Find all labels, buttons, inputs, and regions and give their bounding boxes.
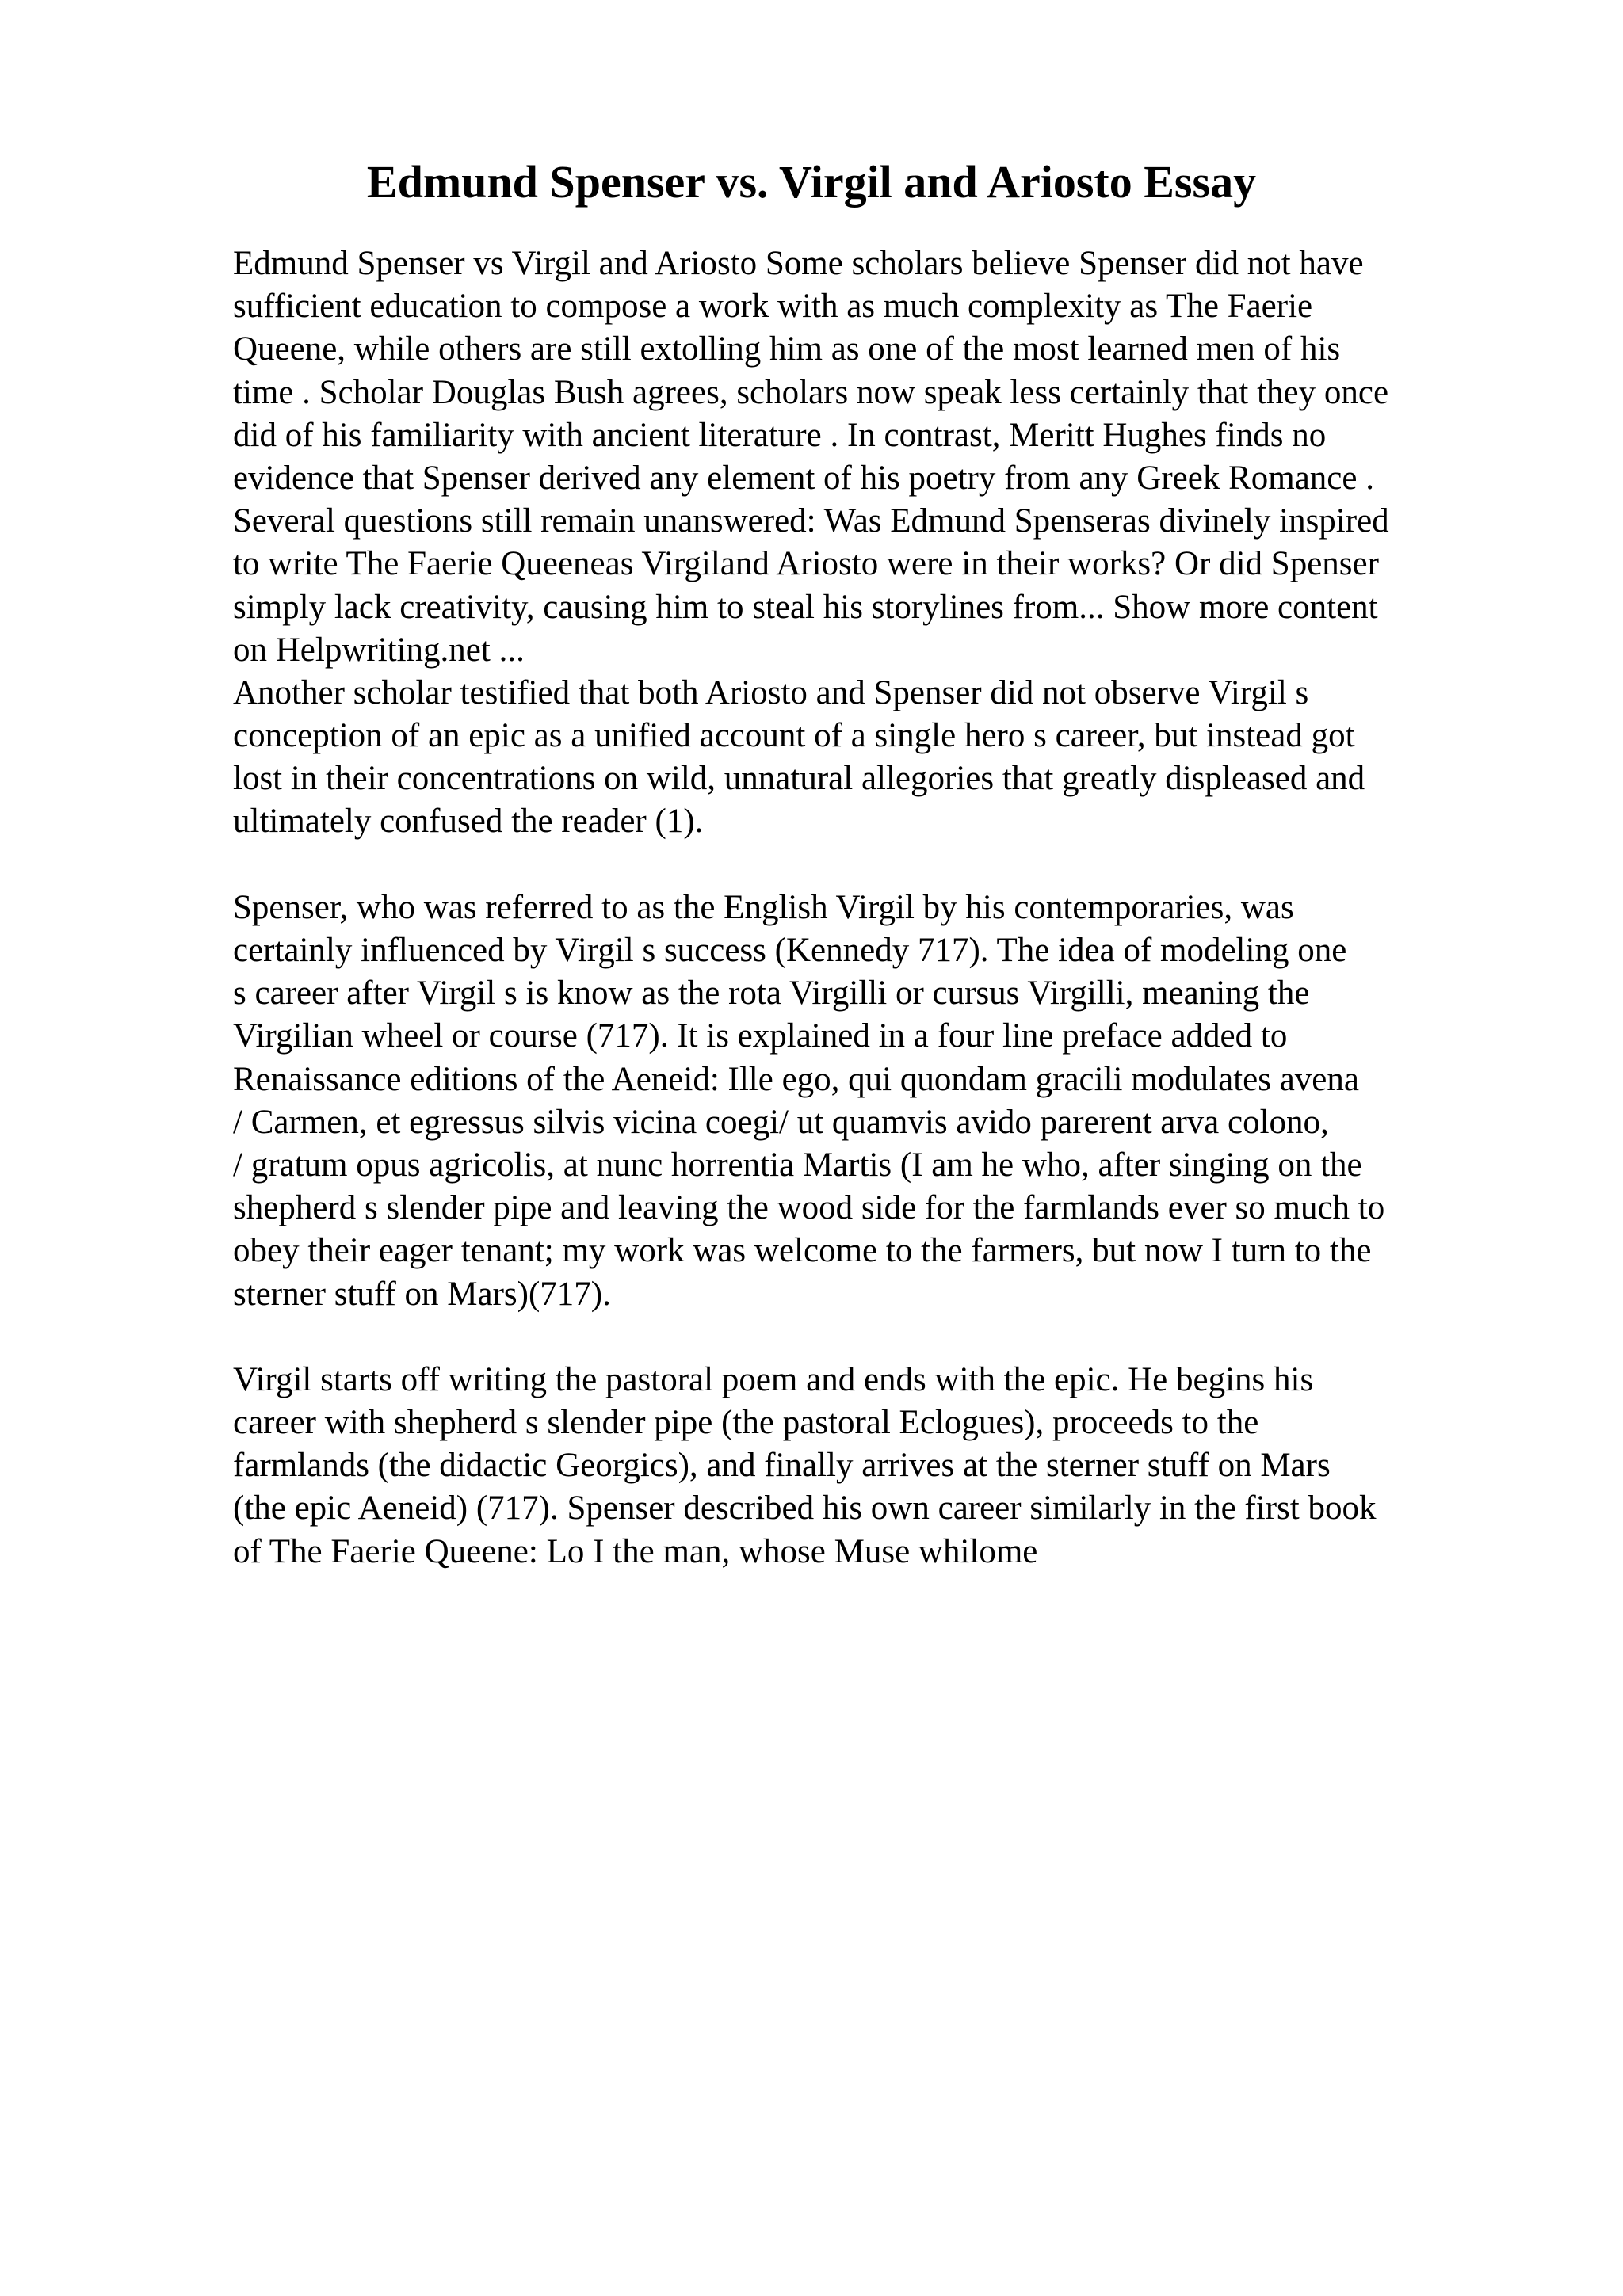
text-line: simply lack creativity, causing him to steal his storylines from... Show more content (233, 588, 1378, 626)
text-line: career with shepherd s slender pipe (the pastoral Eclogues), proceeds to the (233, 1404, 1259, 1442)
text-line: sufficient education to compose a work with as much complexity as The Faerie (233, 288, 1313, 326)
document-title: Edmund Spenser vs. Virgil and Ariosto Essay (366, 156, 1257, 208)
text-line: obey their eager tenant; my work was welcome to the farmers, but now I turn to the (233, 1232, 1372, 1270)
text-line: did of his familiarity with ancient literature . In contrast, Meritt Hughes finds no (233, 416, 1327, 454)
text-line: lost in their concentrations on wild, unnatural allegories that greatly displeased and (233, 760, 1365, 798)
text-line: Renaissance editions of the Aeneid: Ille ego, qui quondam gracili modulates avena (233, 1060, 1359, 1098)
paragraph-spacer (233, 844, 1517, 887)
paragraph-1 (233, 242, 1517, 672)
paragraph-4 (233, 1359, 1517, 1573)
text-line: / gratum opus agricolis, at nunc horrentia Martis (I am he who, after singing on the (233, 1146, 1362, 1184)
text-line: conception of an epic as a unified account of a single hero s career, but instead got (233, 717, 1355, 755)
text-line: / Carmen, et egressus silvis vicina coegi/ ut quamvis avido parerent arva colono, (233, 1103, 1329, 1141)
text-line: shepherd s slender pipe and leaving the wood side for the farmlands ever so much to (233, 1189, 1385, 1227)
text-line: sterner stuff on Mars)(717). (233, 1275, 611, 1313)
text-line: to write The Faerie Queeneas Virgiland Ariosto were in their works? Or did Spenser (233, 545, 1379, 583)
paragraph-3 (233, 887, 1517, 1316)
text-line: s career after Virgil s is know as the rota Virgilli or cursus Virgilli, meaning the (233, 974, 1310, 1013)
text-line: farmlands (the didactic Georgics), and finally arrives at the sterner stuff on Mars (233, 1447, 1331, 1485)
text-line: Queene, while others are still extolling him as one of the most learned men of his (233, 330, 1341, 368)
paragraph-2 (233, 672, 1517, 844)
text-line: Virgilian wheel or course (717). It is explained in a four line preface added to (233, 1017, 1288, 1055)
text-line: Edmund Spenser vs Virgil and Ariosto Some scholars believe Spenser did not have (233, 245, 1364, 282)
text-line: Spenser, who was referred to as the English Virgil by his contemporaries, was (233, 888, 1294, 926)
document-body (233, 242, 1517, 1573)
text-line: evidence that Spenser derived any element of his poetry from any Greek Romance . (233, 459, 1374, 497)
text-line: on Helpwriting.net ... (233, 631, 525, 669)
text-line: of The Faerie Queene: Lo I the man, whose Muse whilome (233, 1532, 1038, 1570)
text-line: time . Scholar Douglas Bush agrees, scholars now speak less certainly that they once (233, 373, 1389, 411)
paragraph-spacer (233, 1316, 1517, 1359)
text-line: (the epic Aeneid) (717). Spenser described his own career similarly in the first book (233, 1489, 1377, 1527)
text-line: certainly influenced by Virgil s success (Kennedy 717). The idea of modeling one (233, 932, 1347, 969)
text-line: Several questions still remain unanswered: Was Edmund Spenseras divinely inspired (233, 502, 1389, 540)
text-line: ultimately confused the reader (1). (233, 803, 704, 841)
text-line: Virgil starts off writing the pastoral poem and ends with the epic. He begins his (233, 1360, 1314, 1398)
text-line: Another scholar testified that both Ariosto and Spenser did not observe Virgil s (233, 673, 1309, 711)
